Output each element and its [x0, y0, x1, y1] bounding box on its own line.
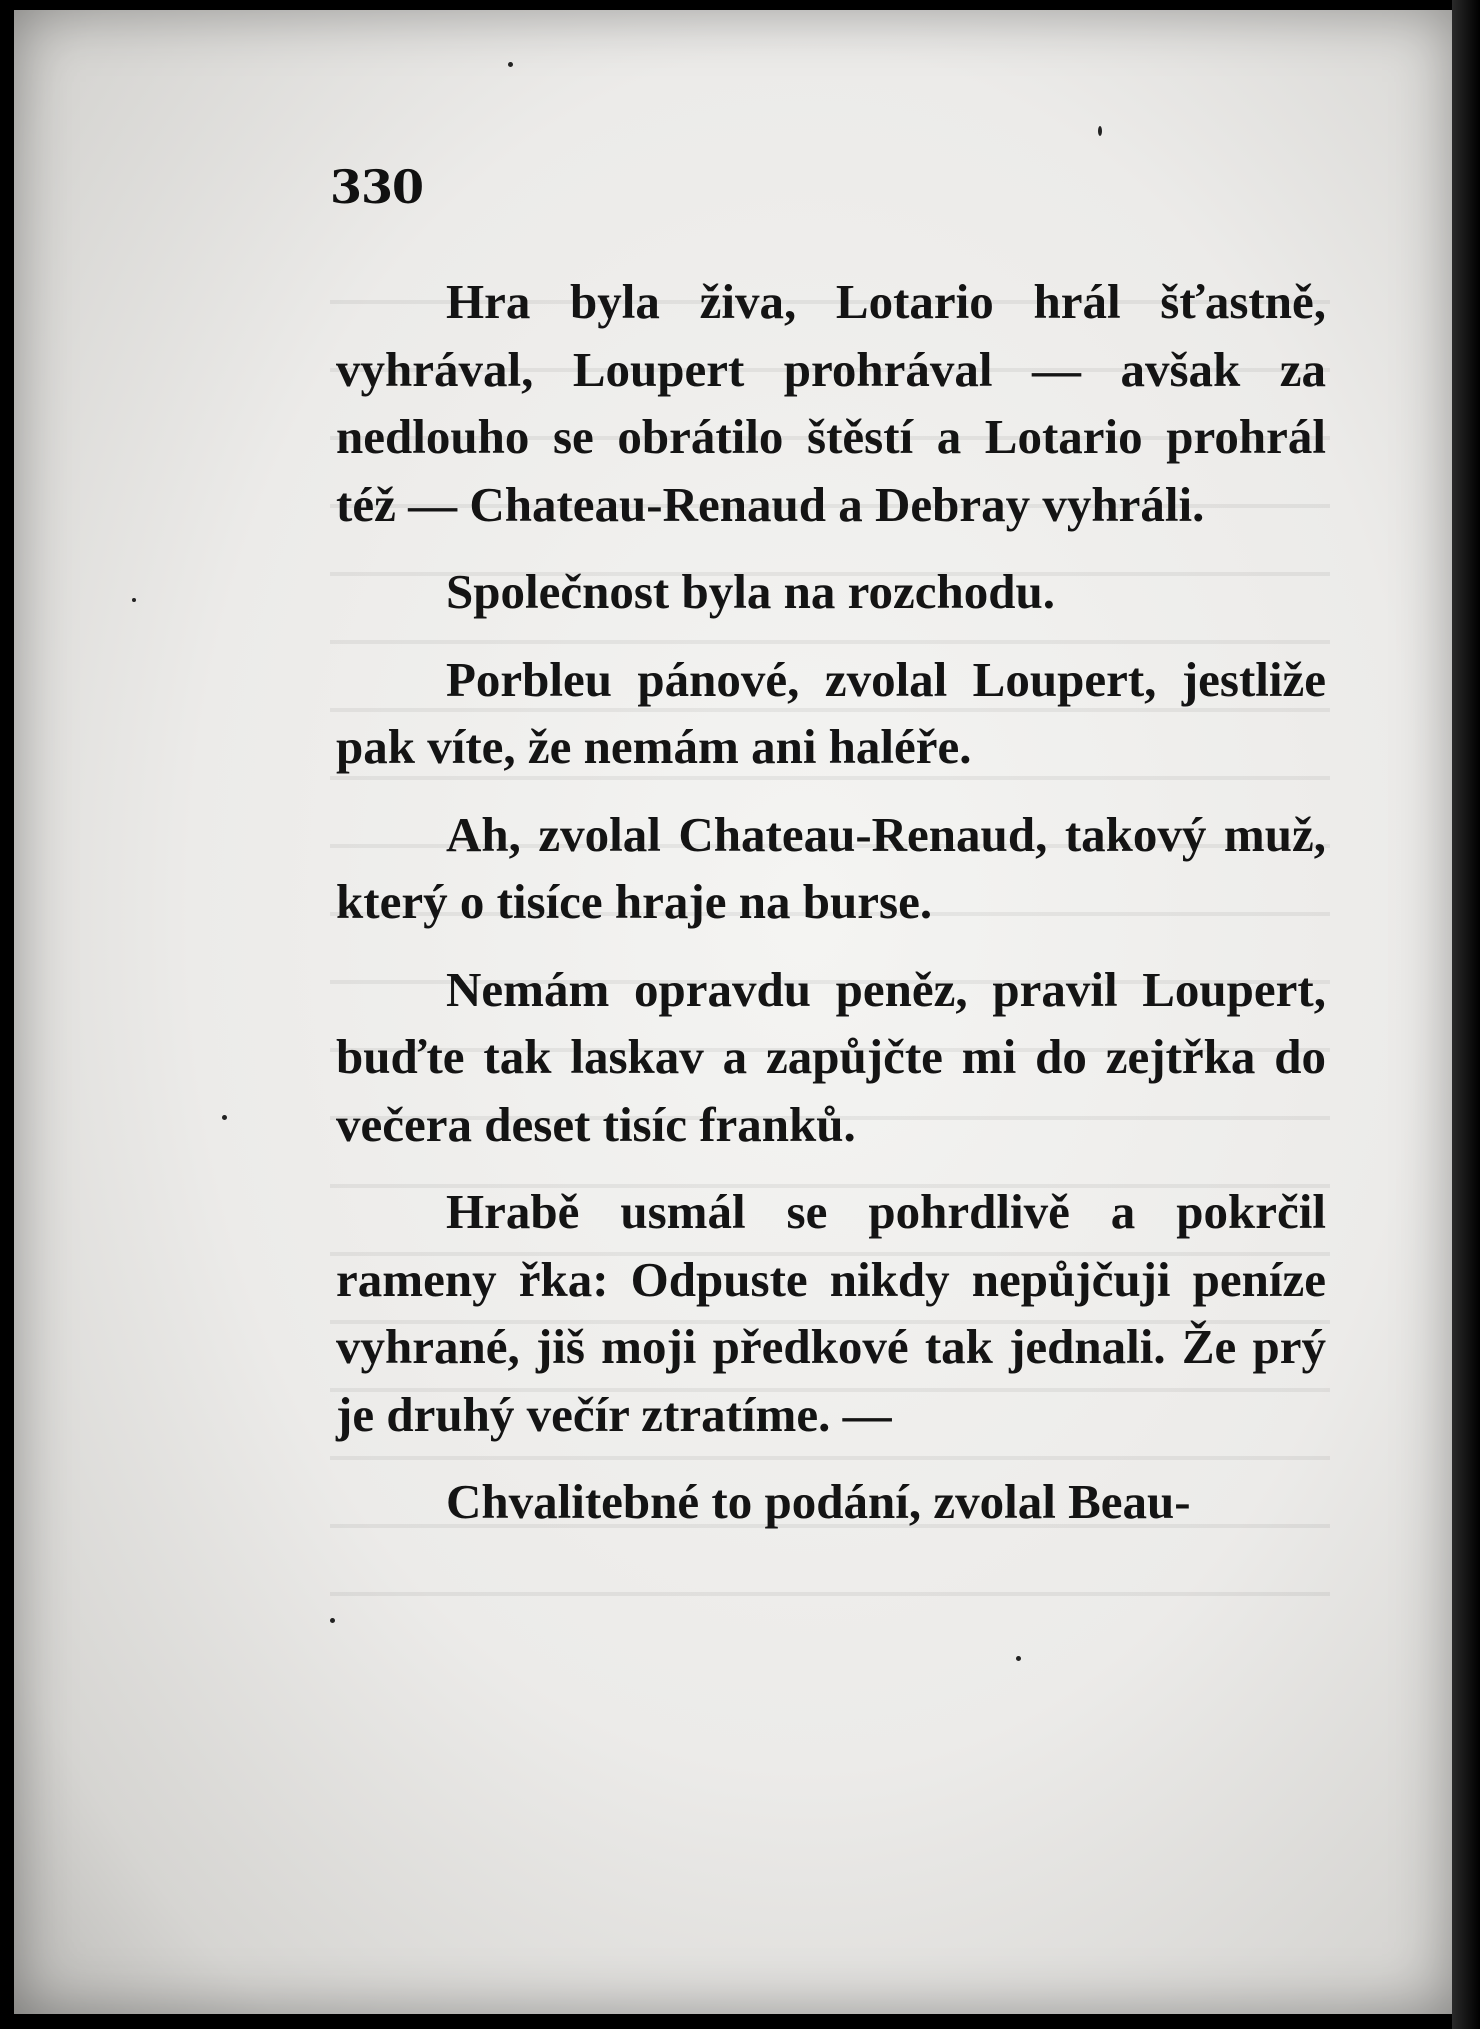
page-edge-shadow — [1452, 0, 1480, 2029]
paragraph-5: Nemám opravdu peněz, pravil Loupert, buďte tak laskav a zapůjčte mi do zejtřka do večera deset tisíc franků. — [336, 961, 1326, 1152]
page-number: 330 — [330, 160, 424, 214]
dust-speck — [330, 1618, 335, 1623]
dust-speck — [222, 1115, 227, 1120]
paragraph-1: Hra byla živa, Lotario hrál šťastně, vyhrával, Loupert prohrával — avšak za nedlouho se obrátilo štěstí a Lotario prohrál též — Chateau-Renaud a Debray vyhráli. — [336, 274, 1326, 532]
dust-speck — [132, 598, 136, 602]
paragraph-7: Chvalitebné to podání, zvolal Beau- — [446, 1474, 1191, 1529]
body-text — [336, 268, 1326, 1556]
dust-speck — [1098, 126, 1102, 136]
dust-speck — [1016, 1656, 1021, 1661]
paragraph-4: Ah, zvolal Chateau-Renaud, takový muž, který o tisíce hraje na burse. — [336, 806, 1326, 929]
dust-speck — [508, 62, 513, 67]
paragraph-2: Společnost byla na rozchodu. — [446, 564, 1055, 619]
paragraph-6: Hrabě usmál se pohrdlivě a pokrčil rameny řka: Odpuste nikdy nepůjčuji peníze vyhrané, jiš moji předkové tak jednali. Že prý je druhý večír ztratíme. — — [336, 1184, 1326, 1442]
paragraph-3: Porbleu pánové, zvolal Loupert, jestliže pak víte, že nemám ani haléře. — [336, 651, 1326, 774]
